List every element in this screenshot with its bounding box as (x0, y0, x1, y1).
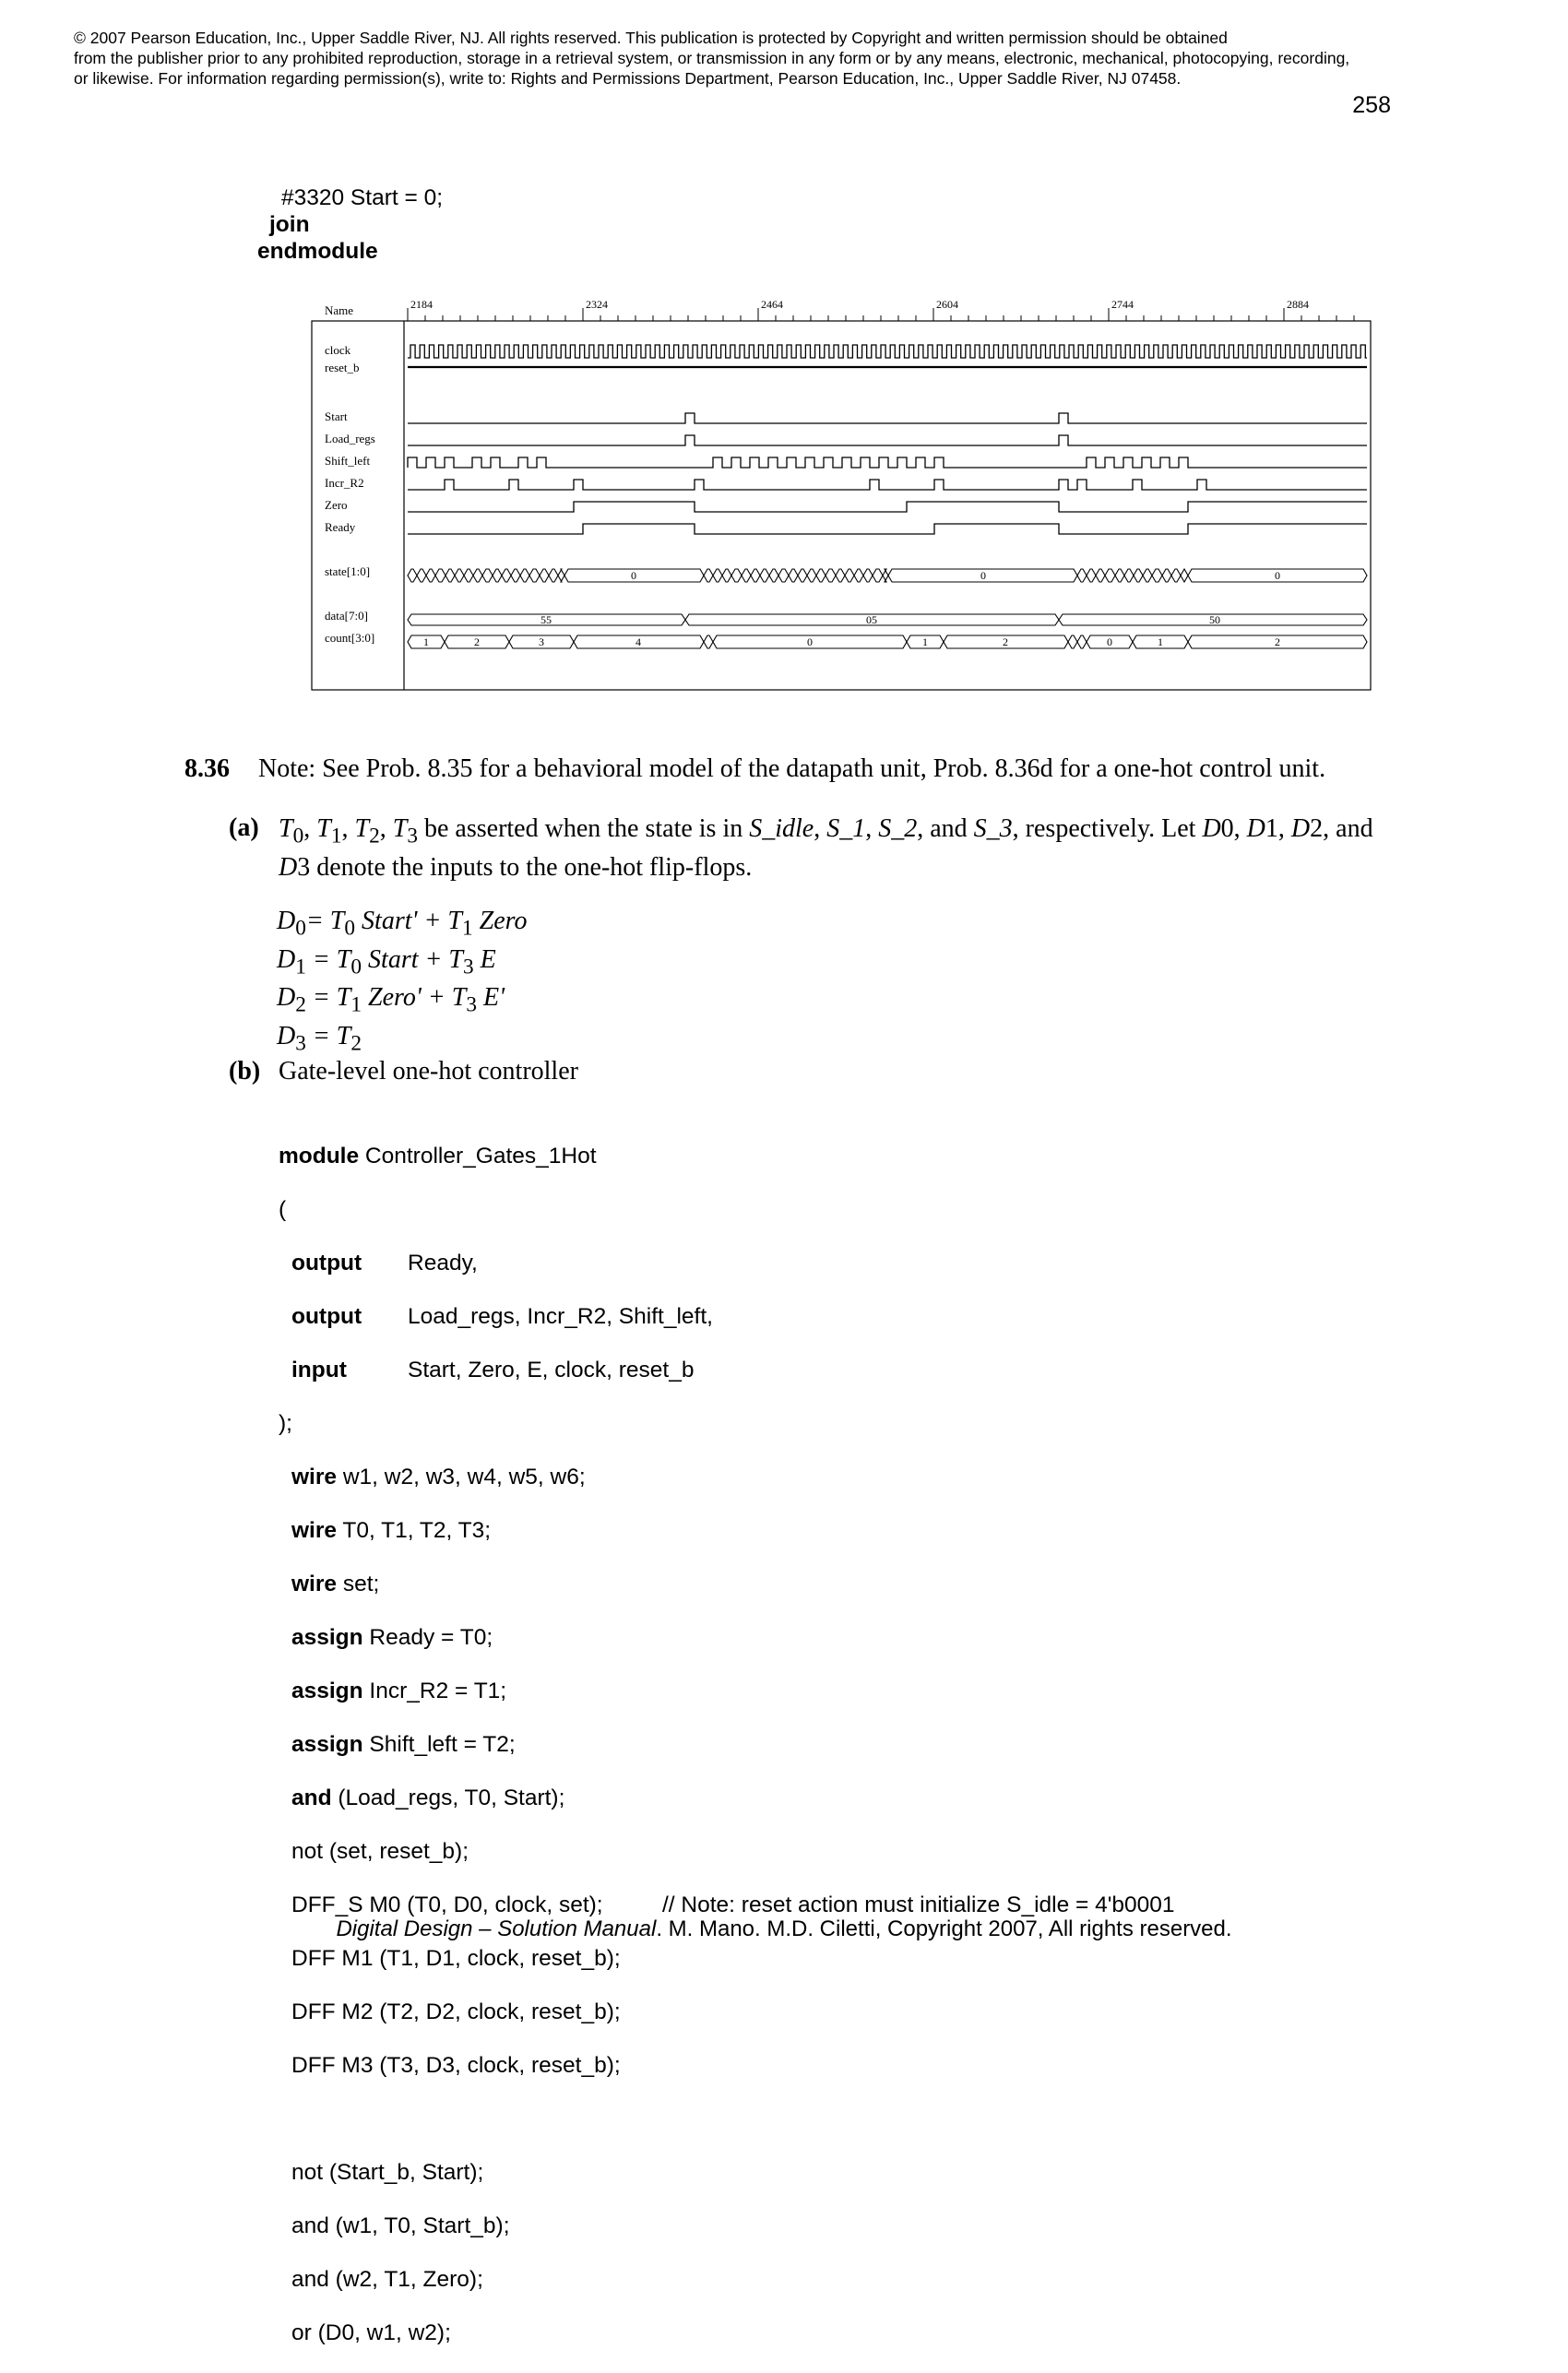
page-footer (0, 1916, 1568, 1942)
state-bus (778, 569, 789, 582)
state-bus (1124, 569, 1134, 582)
state-bus (722, 569, 731, 582)
state-bus-value: 0 (980, 569, 986, 582)
code-line: wire w1, w2, w3, w4, w5, w6; (291, 1465, 586, 1489)
code-line: not (set, reset_b); (291, 1839, 469, 1864)
t3-sub: 3 (407, 824, 418, 848)
problem-note: Note: See Prob. 8.35 for a behavioral model of the datapath unit, Prob. 8.36d for a one-hot control unit. (258, 754, 1326, 783)
d0: D (1202, 814, 1221, 843)
name-header: Name (325, 303, 354, 317)
part-a-text-3: denote the inputs to the one-hot flip-flops. (310, 852, 753, 882)
state-bus (1162, 569, 1171, 582)
time-tick-label: 2604 (936, 298, 958, 311)
code-line: and (Load_regs, T0, Start); (291, 1786, 565, 1810)
part-a-label: (a) (229, 813, 259, 842)
time-tick-label: 2464 (761, 298, 783, 311)
state-bus (760, 569, 769, 582)
code-line: output Load_regs, Incr_R2, Shift_left, (291, 1304, 713, 1329)
state-bus (854, 569, 863, 582)
data-bus-value: 55 (540, 613, 552, 626)
next-state-equations (277, 906, 528, 1059)
data-bus-value: 05 (866, 613, 877, 626)
state-bus (473, 569, 482, 582)
state-bus (1115, 569, 1124, 582)
state-bus (704, 569, 713, 582)
state-bus (1181, 569, 1188, 582)
t0: T (279, 814, 293, 843)
state-bus (751, 569, 760, 582)
copyright-notice (74, 28, 1513, 89)
state-bus (445, 569, 455, 582)
code-line: and (w2, T1, Zero); (291, 2267, 483, 2292)
state-bus (549, 569, 558, 582)
state-bus (426, 569, 435, 582)
state-s3: S_3 (973, 814, 1013, 843)
code-line: wire set; (291, 1572, 380, 1596)
code-keyword-join: join (269, 212, 310, 237)
diagram-frame (312, 321, 1371, 690)
state-bus (863, 569, 873, 582)
state-bus (713, 569, 722, 582)
state-bus (529, 569, 540, 582)
signal-name: Zero (325, 498, 348, 512)
state-bus (1105, 569, 1115, 582)
state-bus (1171, 569, 1181, 582)
signal-name: reset_b (325, 361, 360, 374)
code-fragment-top (0, 184, 444, 291)
state-s1: S_1 (826, 814, 866, 843)
equation-d1: $D_1 = T_0$ Start + $T_3$ E (277, 944, 496, 979)
ready-wave (408, 524, 1367, 534)
signal-waveforms (408, 345, 1367, 648)
state-s2: S_2 (878, 814, 918, 843)
state-bus (769, 569, 778, 582)
count-bus-value: 1 (1158, 635, 1163, 648)
code-line: DFF M1 (T1, D1, clock, reset_b); (291, 1946, 621, 1971)
code-line: or (D0, w1, w2); (291, 2320, 451, 2345)
part-a-text-1: be asserted when the state is in (418, 814, 750, 843)
count-bus-value: 2 (1003, 635, 1008, 648)
count-bus-value: 2 (1275, 635, 1280, 648)
load-regs-wave (408, 435, 1367, 445)
state-bus (1077, 569, 1087, 582)
code-line: assign Ready = T0; (291, 1625, 493, 1650)
code-line: and (w1, T0, Start_b); (291, 2213, 510, 2238)
state-bus (742, 569, 751, 582)
count-bus-value: 0 (807, 635, 813, 648)
clock-wave (408, 345, 1367, 358)
state-bus (807, 569, 816, 582)
code-line: ); (279, 1411, 292, 1436)
code-line: not (Start_b, Start); (291, 2160, 484, 2185)
state-bus (493, 569, 502, 582)
shift-left-wave (408, 457, 1367, 468)
d2: D (1290, 814, 1311, 843)
part-b-label: (b) (229, 1057, 261, 1086)
d1-num: 1 (1265, 814, 1278, 843)
timing-diagram (304, 293, 1384, 692)
part-a-text-2: , respectively. Let (1012, 814, 1203, 843)
signal-name: Incr_R2 (325, 476, 364, 490)
state-bus (1152, 569, 1162, 582)
signal-name: data[7:0] (325, 609, 368, 623)
state-bus (1087, 569, 1096, 582)
state-bus (435, 569, 445, 582)
time-tick-label: 2884 (1287, 298, 1309, 311)
zero-wave (408, 502, 1367, 512)
copyright-line: from the publisher prior to any prohibited reproduction, storage in a retrieval system, or transmission in any form or by any means, electronic, mechanical, photocopying, recording, (74, 49, 1350, 67)
signal-name: count[3:0] (325, 631, 375, 645)
code-line: DFF M3 (T3, D3, clock, reset_b); (291, 2053, 621, 2078)
d3: D (279, 852, 298, 882)
equation-d0: $D_0= T_0$ Start' + $T_1$ Zero (277, 907, 528, 941)
state-bus (1134, 569, 1143, 582)
signal-name: Ready (325, 520, 356, 534)
count-bus-value: 0 (1107, 635, 1112, 648)
state-bus (520, 569, 529, 582)
count-bus (704, 635, 713, 648)
t1-sub: 1 (330, 824, 342, 848)
state-bus (540, 569, 549, 582)
data-bus-value: 50 (1209, 613, 1220, 626)
d3-num: 3 (297, 852, 311, 882)
part-b-title: Gate-level one-hot controller (279, 1057, 578, 1086)
time-tick-label: 2184 (410, 298, 433, 311)
state-bus (836, 569, 845, 582)
d2-num: 2 (1310, 814, 1324, 843)
state-bus (455, 569, 464, 582)
state-bus (798, 569, 807, 582)
time-tick-label: 2744 (1111, 298, 1134, 311)
signal-name: Load_regs (325, 432, 375, 445)
time-tick-label: 2324 (586, 298, 608, 311)
state-bus (408, 569, 417, 582)
count-bus-value: 1 (423, 635, 429, 648)
state-bus (511, 569, 520, 582)
count-bus-value: 1 (922, 635, 928, 648)
state-bus (883, 569, 888, 582)
signal-name: Start (325, 409, 348, 423)
signal-name: clock (325, 343, 351, 357)
code-line: ( (279, 1197, 287, 1222)
code-line: input Start, Zero, E, clock, reset_b (291, 1358, 695, 1382)
code-line: DFF M2 (T2, D2, clock, reset_b); (291, 1999, 621, 2024)
state-bus (873, 569, 883, 582)
code-line: module Controller_Gates_1Hot (279, 1144, 597, 1169)
equation-d2: $D_2 = T_1$ Zero' + $T_3$ E' (277, 983, 505, 1017)
t3: T (392, 814, 408, 843)
t2: T (354, 814, 370, 843)
d0-num: 0 (1220, 814, 1234, 843)
signal-names (325, 343, 375, 645)
code-line: output Ready, (291, 1251, 478, 1275)
count-bus-value: 2 (474, 635, 480, 648)
state-bus (789, 569, 798, 582)
start-wave (408, 413, 1367, 423)
copyright-line: or likewise. For information regarding permission(s), write to: Rights and Permissions Department, Pearson Education, Inc., Upper Saddle River, NJ 07458. (74, 69, 1182, 88)
code-line: assign Incr_R2 = T1; (291, 1679, 507, 1703)
state-bus (482, 569, 493, 582)
footer-title: Digital Design – Solution Manual (336, 1916, 657, 1941)
count-bus-value: 4 (636, 635, 641, 648)
incr-r2-wave (408, 480, 1367, 490)
state-bus (845, 569, 854, 582)
problem-number: 8.36 (184, 754, 230, 783)
t1: T (316, 814, 331, 843)
t2-sub: 2 (369, 824, 380, 848)
part-a-text: $T_0$, $T_1$, $T_2$, $T_3$ be asserted when the state is in S_idle, S_1, S_2, and S_3, respectively. Let D0, D1, D2, and D3 denote the inputs to the one-hot flip-flops. (279, 814, 1373, 882)
state-bus (558, 569, 564, 582)
state-bus-value: 0 (1275, 569, 1280, 582)
signal-name: state[1:0] (325, 564, 371, 578)
code-line: DFF_S M0 (T0, D0, clock, set); // Note: reset action must initialize S_idle = 4'b0001 (291, 1892, 1175, 1917)
state-bus-value: 0 (631, 569, 636, 582)
code-line: wire T0, T1, T2, T3; (291, 1518, 492, 1543)
state-bus (417, 569, 426, 582)
count-bus (1068, 635, 1077, 648)
state-bus (502, 569, 511, 582)
page-number: 258 (1352, 92, 1391, 118)
code-line: assign Shift_left = T2; (291, 1732, 516, 1757)
code-blank-line (279, 2106, 1175, 2132)
copyright-line: © 2007 Pearson Education, Inc., Upper Saddle River, NJ. All rights reserved. This publication is protected by Copyright and written permission should be obtained (74, 29, 1228, 47)
state-bus (464, 569, 473, 582)
time-ruler (404, 298, 1371, 321)
d1: D (1246, 814, 1265, 843)
count-bus-value: 3 (539, 635, 544, 648)
code-keyword-endmodule: endmodule (257, 239, 378, 264)
footer-credit: . M. Mano. M.D. Ciletti, Copyright 2007, All rights reserved. (656, 1916, 1232, 1941)
state-s-idle: S_idle (749, 814, 814, 843)
count-bus (1077, 635, 1087, 648)
state-bus (1143, 569, 1152, 582)
state-bus (1096, 569, 1105, 582)
state-bus (731, 569, 742, 582)
state-bus (816, 569, 826, 582)
code-line: #3320 Start = 0; (281, 185, 444, 210)
equation-d3: $D_3 = T_2$ (277, 1021, 362, 1056)
t0-sub: 0 (292, 824, 304, 848)
signal-name: Shift_left (325, 454, 371, 468)
state-bus (826, 569, 836, 582)
verilog-listing (279, 1116, 1175, 2373)
